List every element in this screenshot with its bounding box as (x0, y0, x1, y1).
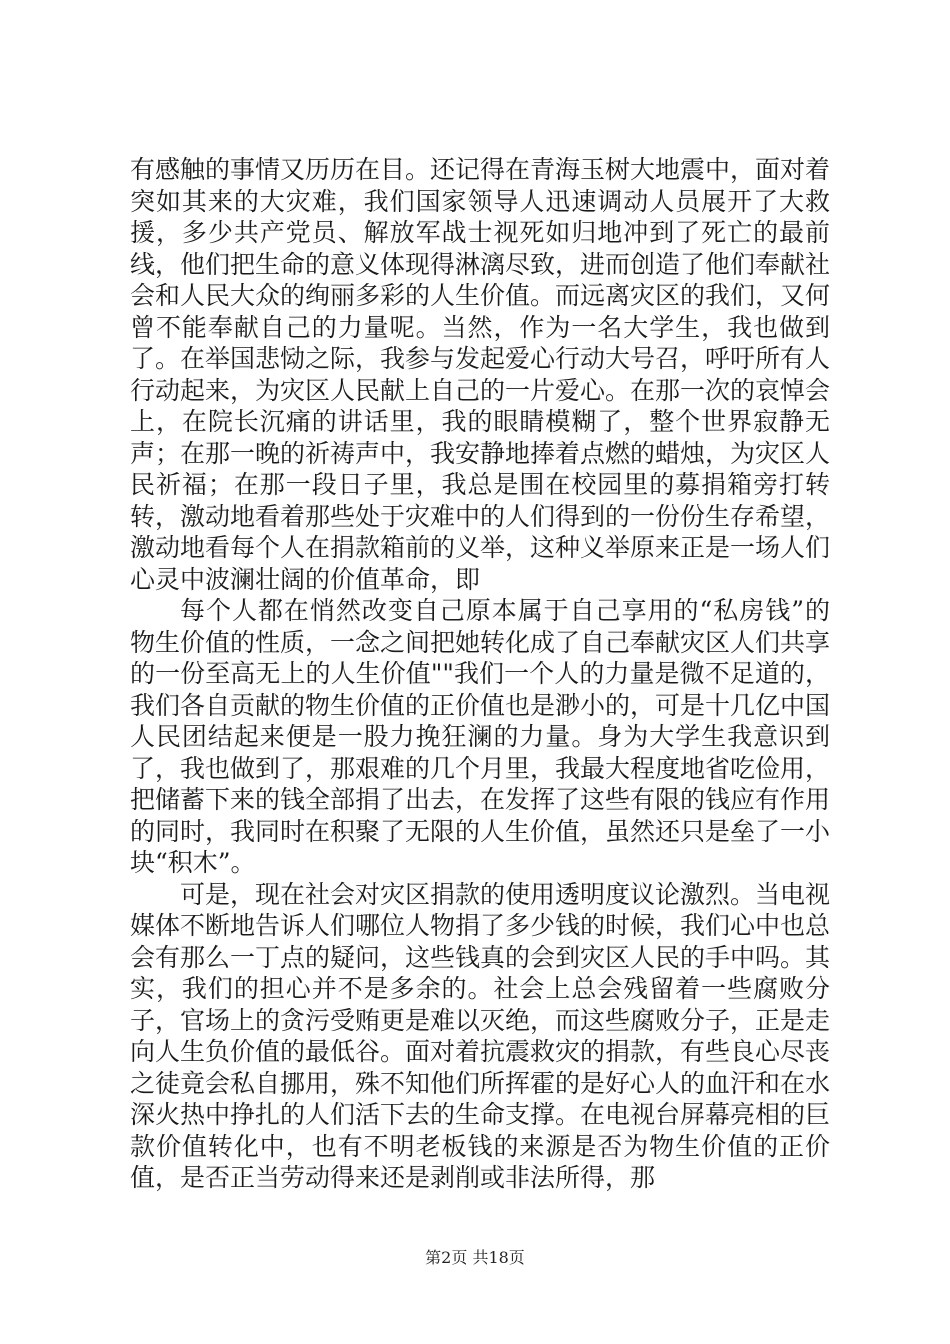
document-body (130, 154, 830, 1194)
paragraph-3: 可是，现在社会对灾区捐款的使用透明度议论激烈。当电视媒体不断地告诉人们哪位人物捐了多少钱的时候，我们心中也总会有那么一丁点的疑问，这些钱真的会到灾区人民的手中吗。其实，我们的担心并不是多余的。社会上总会残留着一些腐败分子，官场上的贪污受贿更是难以灭绝，而这些腐败分子，正是走向人生负价值的最低谷。面对着抗震救灾的捐款，有些良心尽丧之徒竟会私自挪用，殊不知他们所挥霍的是好心人的血汗和在水深火热中挣扎的人们活下去的生命支撑。在电视台屏幕亮相的巨款价值转化中，也有不明老板钱的来源是否为物生价值的正价值，是否正当劳动得来还是剥削或非法所得，那 (130, 879, 831, 1192)
paragraph-2: 每个人都在悄然改变自己原本属于自己享用的“私房钱”的物生价值的性质，一念之间把她转化成了自己奉献灾区人们共享的一份至高无上的人生价值""我们一个人的力量是微不足道的，我们各自贡献的物生价值的正价值也是渺小的，可是十几亿中国人民团结起来便是一股力挽狂澜的力量。身为大学生我意识到了，我也做到了，那艰难的几个月里，我最大程度地省吃俭用，把储蓄下来的钱全部捐了出去，在发挥了这些有限的钱应有作用的同时，我同时在积聚了无限的人生价值，虽然还只是垒了一小块“积木”。 (130, 596, 831, 877)
page-number-footer: 第2页 共18页 (425, 1248, 525, 1267)
paragraph-1: 有感触的事情又历历在目。还记得在青海玉树大地震中，面对着突如其来的大灾难，我们国家领导人迅速调动人员展开了大救援，多少共产党员、解放军战士视死如归地冲到了死亡的最前线，他们把生命的意义体现得淋漓尽致，进而创造了他们奉献社会和人民大众的绚丽多彩的人生价值。而远离灾区的我们，又何曾不能奉献自己的力量呢。当然，作为一名大学生，我也做到了。在举国悲恸之际，我参与发起爱心行动大号召，呼吁所有人行动起来，为灾区人民献上自己的一片爱心。在那一次的哀悼会上，在院长沉痛的讲话里，我的眼睛模糊了，整个世界寂静无声；在那一晚的祈祷声中，我安静地捧着点燃的蜡烛，为灾区人民祈福；在那一段日子里，我总是围在校园里的募捐箱旁打转转，激动地看着那些处于灾难中的人们得到的一份份生存希望，激动地看每个人在捐款箱前的义举，这种义举原来正是一场人们心灵中波澜壮阔的价值革命，即 (130, 155, 831, 594)
